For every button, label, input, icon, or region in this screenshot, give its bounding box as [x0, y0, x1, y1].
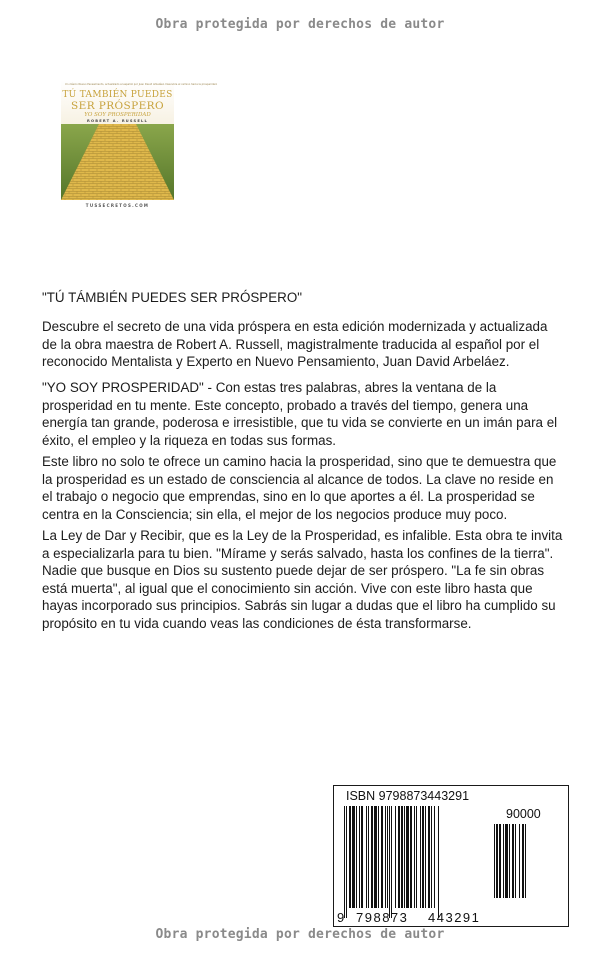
addon-barcode-bars	[494, 824, 554, 918]
description-paragraph-1: Descubre el secreto de una vida próspera en esta edición modernizada y actualizada de la obra maestra de Robert A. Russell, magistralmente traducida al español por el reconocido Mentalista y Experto en Nuevo Pensamiento, Juan David Arbeláez.	[42, 319, 548, 369]
cover-subtitle: YO SOY PROSPERIDAD	[84, 112, 151, 118]
barcode-digits-right: 443291	[428, 910, 481, 925]
barcode-bars	[344, 806, 492, 918]
barcode-digits-left: 798873	[356, 910, 409, 925]
barcode-digit-first: 9	[337, 910, 345, 925]
description-paragraph-2: "YO SOY PROSPERIDAD" - Con estas tres palabras, abres la ventana de la prosperidad en tu mente. Este concepto, probado a través del tiempo, genera una energía tan grande, poderosa e irresistible, que tu vida se convierte en un imán para el éxito, el empleo y la riqueza en todas sus formas.	[42, 380, 558, 448]
cover-author: ROBERT A. RUSSELL	[87, 119, 148, 123]
cover-title-line1: TÚ TAMBIÉN PUEDES	[62, 90, 173, 100]
description-paragraph-4: La Ley de Dar y Recibir, que es la Ley de la Prosperidad, es infalible. Esta obra te invita a especializarla para tu bien. "Mírame y serás salvado, hasta los confines de la tierra". Nadie que busque en Dios su sustento puede dejar de ser próspero. "La fe sin obras está muerta", al igual que el conocimiento sin acción. Vive con este libro hasta que hayas incorporado sus principios. Sabrás sin lugar a dudas que el libro ha cumplido su propósito en tu vida cuando veas las condiciones de ésta transformarse.	[42, 528, 563, 631]
price-code: 90000	[506, 807, 541, 821]
isbn-label: ISBN 9798873443291	[346, 789, 470, 803]
description-paragraph-3: Este libro no solo te ofrece un camino hacia la prosperidad, sino que te demuestra que la prosperidad es un estado de consciencia al alcance de todos. La clave no reside en el trabajo o negocio que emprendas, sino en lo que aportes a él. La prosperidad se centra en la Consciencia; sin ella, el mejor de los negocios produce muy poco.	[42, 454, 557, 522]
description-heading: "TÚ TÁMBIÉN PUEDES SER PRÓSPERO"	[42, 290, 303, 305]
cover-tagline: Un clásico Nuevo Pensamiento, actualizado al español por Juan David Arbeláez. Descubre el camino hacia la prosperidad.	[65, 83, 218, 86]
book-cover-thumbnail	[61, 80, 218, 212]
copyright-watermark-bottom: Obra protegida por derechos de autor	[155, 927, 445, 942]
isbn-barcode	[333, 785, 569, 927]
copyright-watermark-top: Obra protegida por derechos de autor	[155, 17, 445, 32]
cover-title-line2: SER PRÓSPERO	[71, 100, 164, 112]
yellow-brick-road-illustration	[61, 124, 174, 200]
cover-website: TUSSECRETOS.COM	[85, 203, 150, 208]
